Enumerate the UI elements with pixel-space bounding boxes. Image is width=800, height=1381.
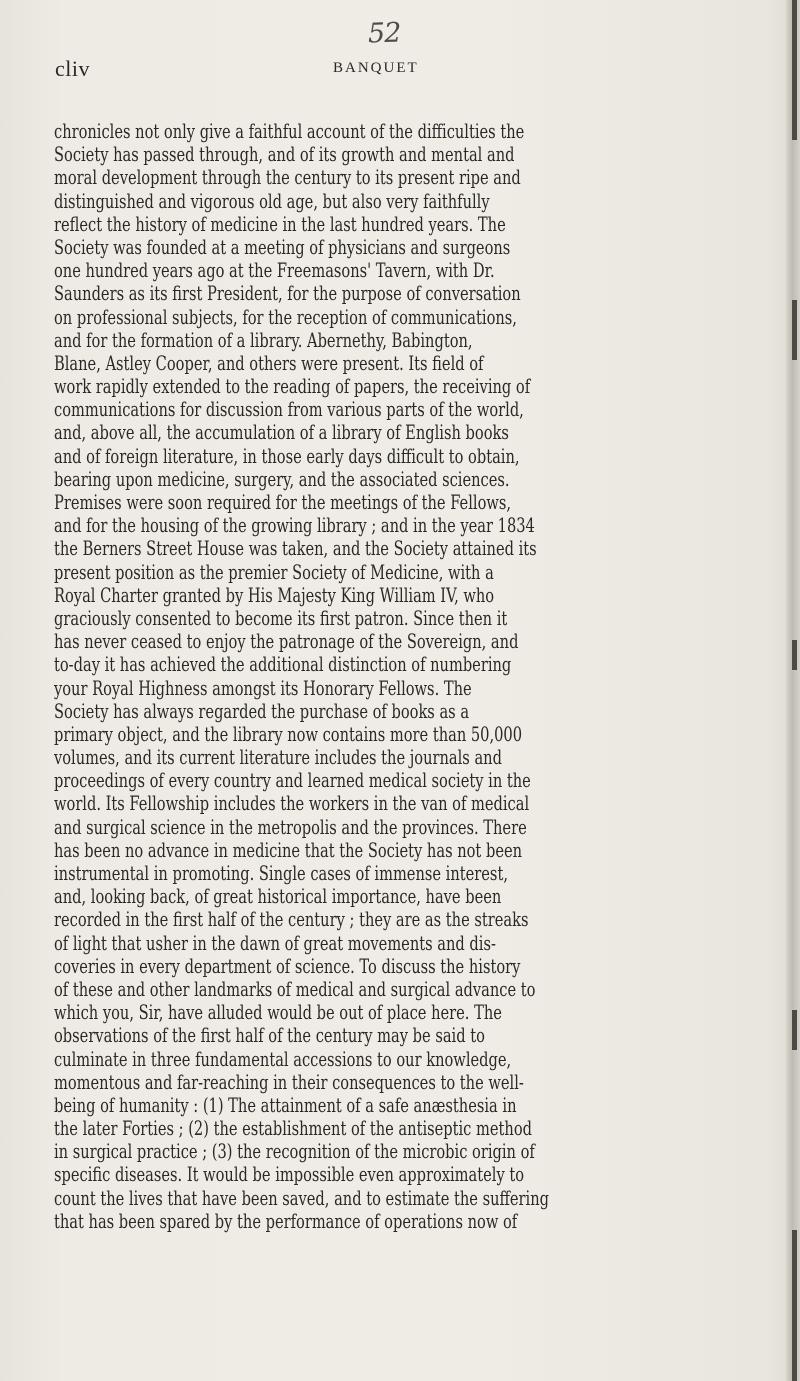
text-line: culminate in three fundamental accessions to our knowledge, bbox=[54, 1046, 512, 1071]
text-line: work rapidly extended to the reading of papers, the receiving of bbox=[54, 374, 531, 399]
text-line: communications for discussion from various parts of the world, bbox=[54, 397, 524, 422]
text-line: momentous and far-reaching in their consequences to the well- bbox=[54, 1069, 524, 1094]
text-line: moral development through the century to its present ripe and bbox=[54, 165, 521, 190]
text-line: Society was founded at a meeting of physicians and surgeons bbox=[54, 234, 511, 259]
text-line: that has been spared by the performance of operations now of bbox=[54, 1208, 518, 1233]
edge-dark-strip bbox=[792, 1230, 797, 1381]
text-line: Society has passed through, and of its growth and mental and bbox=[54, 142, 515, 167]
text-line: in surgical practice ; (3) the recognition of the microbic origin of bbox=[54, 1139, 535, 1164]
text-line: and surgical science in the metropolis and the provinces. There bbox=[54, 814, 527, 839]
text-line: specific diseases. It would be impossible even approximately to bbox=[54, 1162, 525, 1187]
text-line: instrumental in promoting. Single cases of immense interest, bbox=[54, 861, 508, 885]
text-line: chronicles not only give a faithful account of the difficulties the bbox=[54, 119, 525, 143]
text-line: and for the housing of the growing library ; and in the year 1834 bbox=[54, 513, 535, 538]
text-line: Saunders as its first President, for the purpose of conversation bbox=[54, 281, 521, 306]
text-line: observations of the first half of the century may be said to bbox=[54, 1023, 485, 1048]
running-head: BANQUET bbox=[333, 60, 419, 76]
text-line: volumes, and its current literature includes the journals and bbox=[54, 745, 502, 770]
text-line: proceedings of every country and learned medical society in the bbox=[54, 768, 531, 793]
text-line: to-day it has achieved the additional distinction of numbering bbox=[54, 652, 512, 677]
page-edge-shadow bbox=[786, 0, 800, 1381]
text-line: distinguished and vigorous old age, but also very faithfully bbox=[54, 188, 490, 213]
text-line: your Royal Highness amongst its Honorary Fellows. The bbox=[54, 675, 472, 700]
text-line: Blane, Astley Cooper, and others were present. Its field of bbox=[54, 350, 484, 375]
text-line: being of humanity : (1) The attainment of a safe anæsthesia in bbox=[54, 1092, 517, 1117]
text-line: bearing upon medicine, surgery, and the associated sciences. bbox=[54, 466, 510, 491]
text-line: has never ceased to enjoy the patronage of the Sovereign, and bbox=[54, 629, 519, 654]
edge-dark-strip bbox=[792, 640, 797, 670]
text-line: count the lives that have been saved, and to estimate the suffering bbox=[54, 1185, 549, 1210]
body-paragraph bbox=[54, 120, 785, 1233]
text-line: and, looking back, of great historical importance, have been bbox=[54, 884, 502, 909]
text-line: reflect the history of medicine in the last hundred years. The bbox=[54, 211, 506, 236]
handwritten-page-mark: 52 bbox=[367, 17, 401, 50]
text-line: Royal Charter granted by His Majesty King William IV, who bbox=[54, 582, 495, 607]
text-line: and for the formation of a library. Abernethy, Babington, bbox=[54, 327, 473, 352]
text-line: the Berners Street House was taken, and the Society attained its bbox=[54, 536, 537, 561]
text-line: coveries in every department of science. To discuss the history bbox=[54, 953, 521, 978]
text-line: the later Forties ; (2) the establishment of the antiseptic method bbox=[54, 1116, 532, 1141]
page-number: cliv bbox=[55, 56, 90, 81]
text-line: and of foreign literature, in those early days difficult to obtain, bbox=[54, 443, 520, 468]
text-line: one hundred years ago at the Freemasons' Tavern, with Dr. bbox=[54, 258, 495, 283]
text-line: of these and other landmarks of medical and surgical advance to bbox=[54, 976, 536, 1001]
text-line: and, above all, the accumulation of a library of English books bbox=[54, 420, 509, 445]
text-line: has been no advance in medicine that the Society has not been bbox=[54, 837, 523, 862]
edge-dark-strip bbox=[792, 0, 797, 140]
text-line: graciously consented to become its first patron. Since then it bbox=[54, 605, 508, 630]
text-line: recorded in the first half of the century ; they are as the streaks bbox=[54, 907, 529, 932]
text-line: present position as the premier Society of Medicine, with a bbox=[54, 559, 494, 584]
text-line: Society has always regarded the purchase of books as a bbox=[54, 698, 470, 723]
edge-dark-strip bbox=[792, 1010, 797, 1050]
text-line: which you, Sir, have alluded would be out of place here. The bbox=[54, 1000, 502, 1025]
text-line: world. Its Fellowship includes the workers in the van of medical bbox=[54, 791, 530, 816]
text-line: Premises were soon required for the meetings of the Fellows, bbox=[54, 490, 512, 514]
text-line: on professional subjects, for the reception of communications, bbox=[54, 304, 517, 329]
text-line: primary object, and the library now contains more than 50,000 bbox=[54, 721, 523, 746]
edge-dark-strip bbox=[792, 300, 797, 360]
text-line: of light that usher in the dawn of great movements and dis- bbox=[54, 930, 496, 955]
